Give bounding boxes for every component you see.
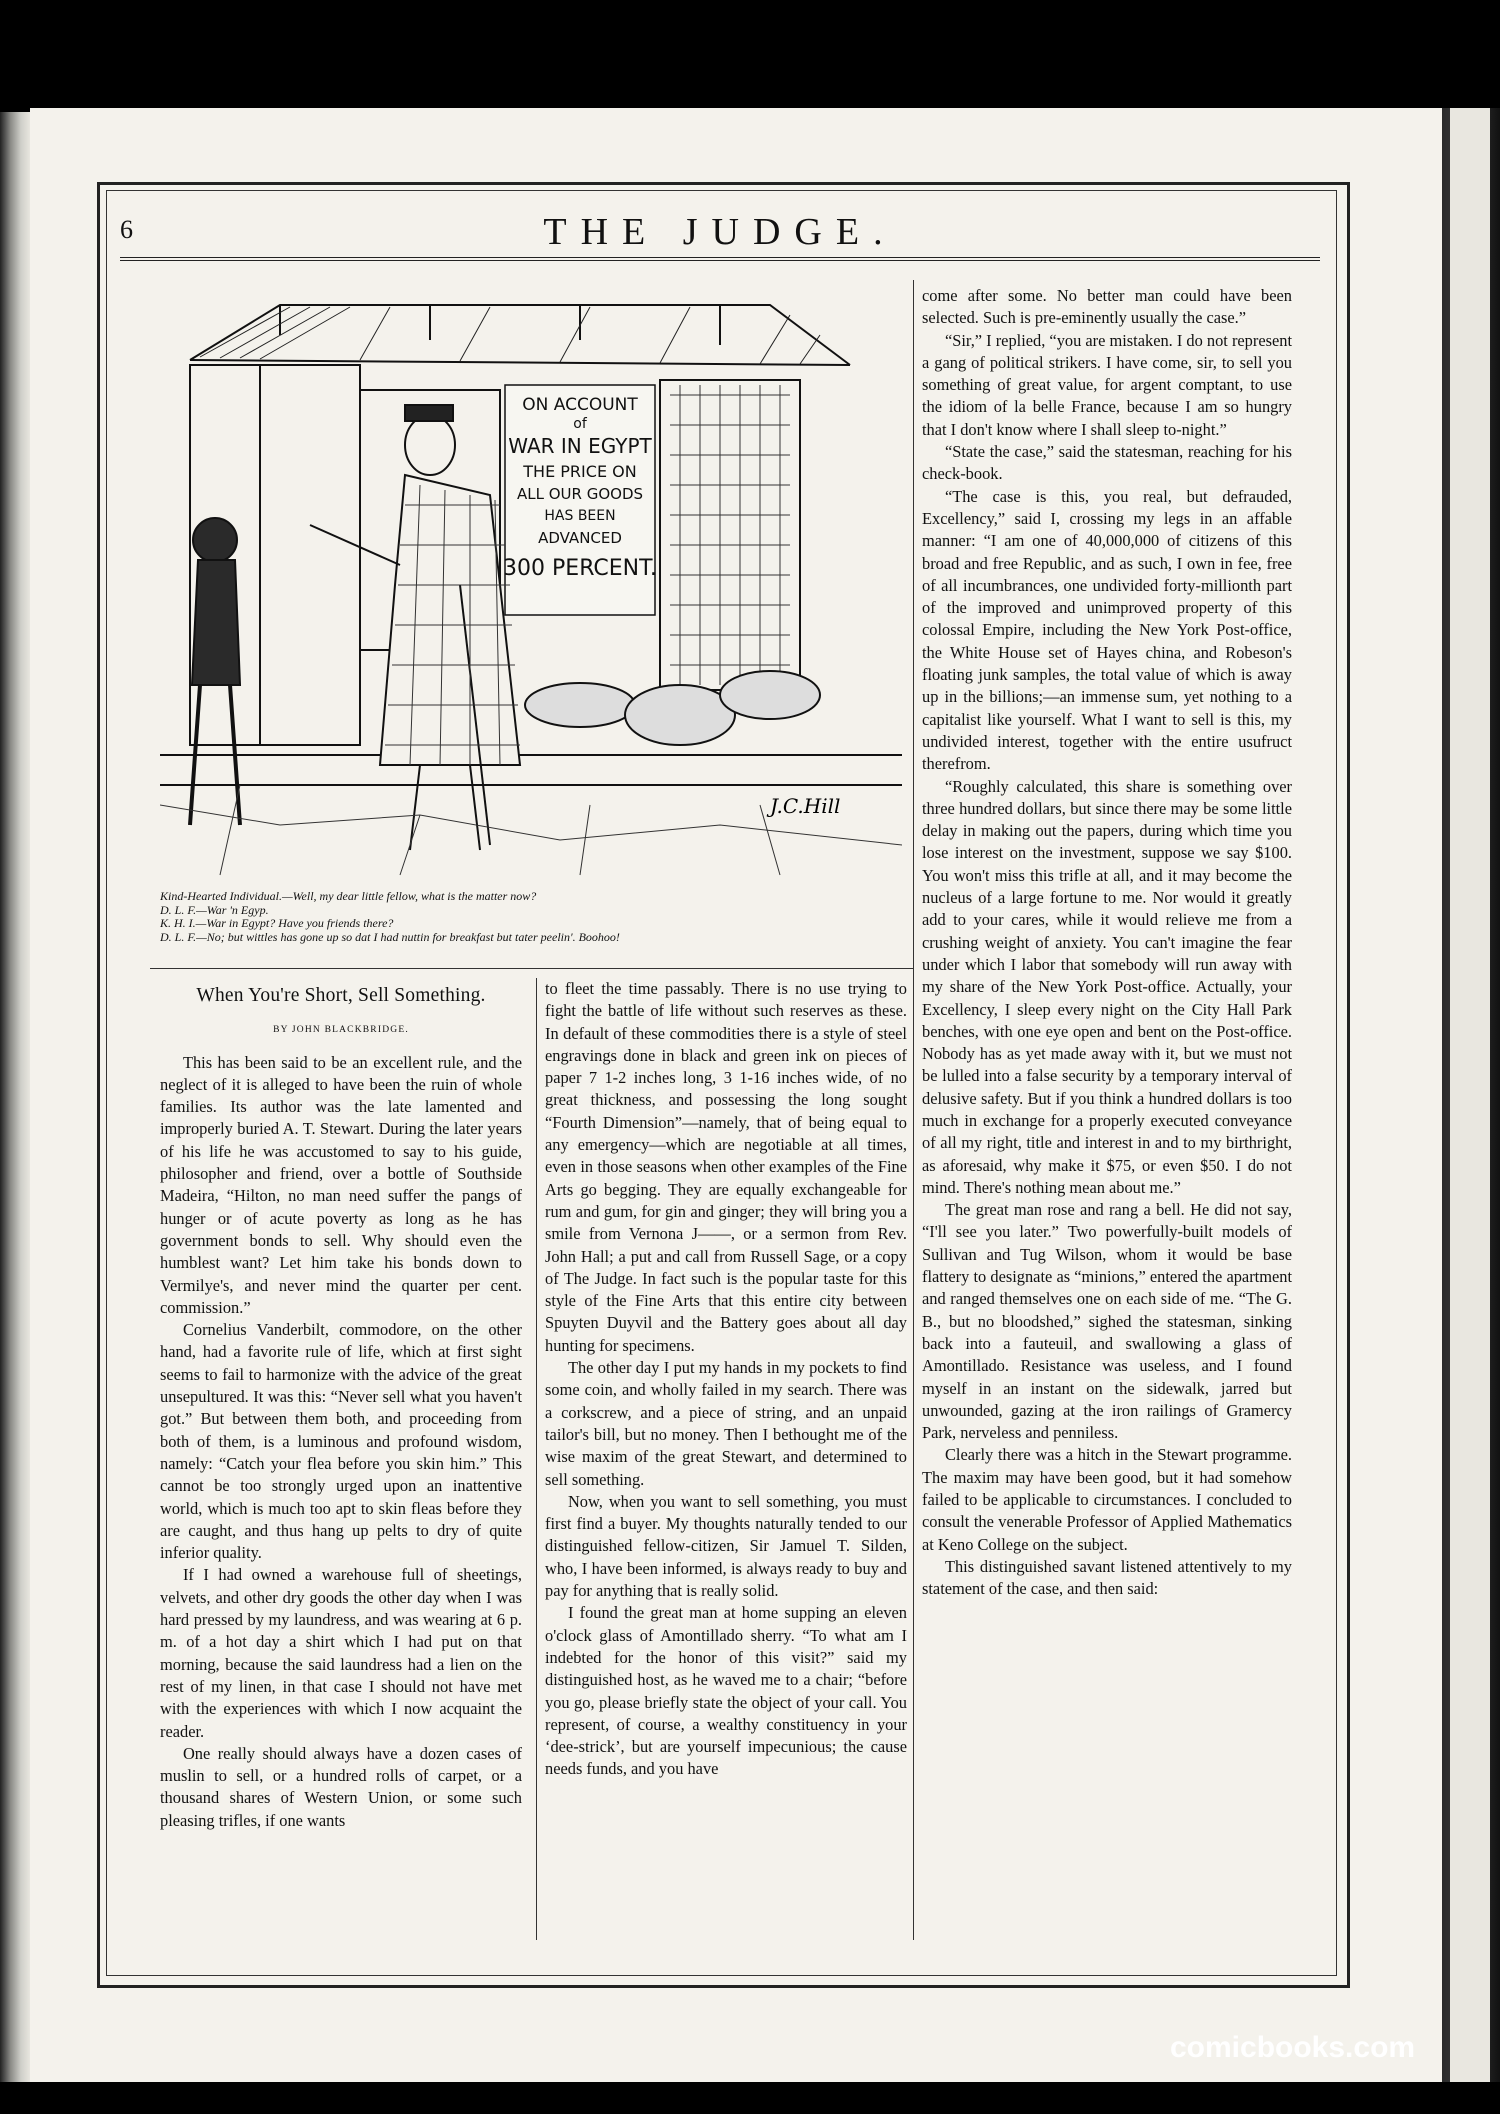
paragraph: Clearly there was a hitch in the Stewart programme. The maxim may have been good, but it had somehow failed to be applicable to circumstances. I concluded to consult the venerable Professor of Applied Mathematics at Keno College on the subject. <box>922 1445 1292 1554</box>
masthead-rule <box>120 257 1320 261</box>
sign-line: ADVANCED <box>538 529 622 547</box>
cartoon-illustration <box>160 285 902 880</box>
sign-line: ALL OUR GOODS <box>516 485 644 503</box>
sign-line: of <box>573 416 587 432</box>
article-headline: When You're Short, Sell Something. <box>196 985 486 1006</box>
article-column-1 <box>160 985 522 1935</box>
sign-line: ON ACCOUNT <box>522 395 638 415</box>
paragraph: The great man rose and rang a bell. He did not say, “I'll see you later.” Two powerfully-built models of Sullivan and Tug Wilson, whom it would be base flattery to designate as “minions,” entered the apartment and ranged themselves one on each side of me. “The G. B., but no bloodshed,” sighed the statesman, sinking back into a fauteuil, and swallowing a glass of Amontillado. Resistance was useless, and I found myself in an instant on the sidewalk, jarred but unwounded, gazing at the iron railings of Gramercy Park, nerveless and penniless. <box>922 1200 1292 1443</box>
sign-line: THE PRICE ON <box>523 462 637 481</box>
shop-awning <box>190 305 850 365</box>
article-column-3 <box>922 285 1292 1940</box>
column-rule-right <box>913 280 914 1940</box>
paragraph: to fleet the time passably. There is no use trying to fight the battle of life without such reserves as these. In default of these commodities there is a style of steel engravings done in black and green ink on pieces of paper 7 1-2 inches long, 3 1-16 inches wide, of no great thickness, and possessing the long sought “Fourth Dimension”—namely, that of being equal to any emergency—which are negotiable at all times, even in those seasons when other examples of the Fine Arts go begging. They are equally exchangeable for rum and gum, for gin and ginger; they will bring you a smile from Vernona J——, or a sermon from Rev. John Hall; a put and call from Russell Sage, or a copy of The Judge. In fact such is the popular taste for this style of the Fine Arts that this entire city between Spuyten Duyvil and the Battery goes about all day hunting for specimens. <box>545 979 907 1355</box>
caption-line: D. L. F.—No; but wittles has gone up so dat I had nuttin for breakfast but tater peelin'. Boohoo! <box>160 930 620 944</box>
article-column-2 <box>545 978 907 1938</box>
site-watermark: comicbooks.com <box>1170 2031 1416 2064</box>
paragraph: This has been said to be an excellent rule, and the neglect of it is alleged to have been the ruin of whole families. Its author was the late lamented and improperly buried A. T. Stewart. During the later years of his life he was accustomed to say to his guide, philosopher and friend, over a bottle of Southside Madeira, “Hilton, no man need suffer the pangs of hunger or of acute poverty as long as he has government bonds to sell. Why should even the humblest want? Let him take his bonds down to Vermilye's, and never mind the quarter per cent. commission.” <box>160 1052 522 1317</box>
awning-hatching <box>200 307 820 364</box>
cartoon-caption <box>160 890 902 944</box>
column-rule-middle <box>536 978 537 1940</box>
paragraph: Now, when you want to sell something, you must first find a buyer. My thoughts naturally tended to our distinguished fellow-citizen, Sir Jamuel T. Silden, who, I have been informed, is always ready to buy and pay for anything that is really solid. <box>545 1491 907 1601</box>
caption-line: K. H. I.—War in Egypt? Have you friends there? <box>160 917 394 930</box>
war-sign <box>503 385 657 615</box>
masthead-title: THE JUDGE. <box>543 211 897 253</box>
page-number: 6 <box>120 215 133 244</box>
book-spine-left <box>0 112 30 2082</box>
paragraph: One really should always have a dozen cases of muslin to sell, or a hundred rolls of carpet, or a thousand shares of Western Union, or some such pleasing trifles, if one wants <box>160 1743 522 1830</box>
paragraph: come after some. No better man could have been selected. Such is pre-eminently usually the case.” <box>922 286 1292 328</box>
caption-line: D. L. F.—War 'n Egyp. <box>160 903 269 917</box>
window-grid <box>670 385 790 685</box>
article-byline: BY JOHN BLACKBRIDGE. <box>273 1025 409 1036</box>
cartoon-bottom-rule <box>150 968 913 969</box>
paragraph: “Sir,” I replied, “you are mistaken. I do not represent a gang of political strikers. I have come, sir, to sell you something of great value, for argent comptant, to use the idiom of la belle France, because I am so hungry that I don't know where I shall sleep to-night.” <box>922 330 1293 439</box>
next-page-edge <box>1442 108 1500 2082</box>
sign-line: WAR IN EGYPT <box>508 434 652 458</box>
child-figure <box>190 518 240 825</box>
paragraph: “The case is this, you real, but defrauded, Excellency,” said I, crossing my legs in an affable manner: “I am one of 40,000,000 of citizens of this broad and free Republic, and as such, I own in fee, free of all incumbrances, one undivided forty-millionth part of the improved and unimproved property of this colossal Empire, including the New York Post-office, the White House set of Hayes china, and Robeson's floating junk samples, the total value of which is away up in the billions;—an immense sum, yet nothing to a capitalist like yourself. What I want to sell is this, my undivided interest, together with the entire usufruct therefrom. <box>922 486 1292 774</box>
artist-signature: J.C.Hill <box>770 794 841 818</box>
baskets <box>525 671 820 745</box>
caption-line: Kind-Hearted Individual.—Well, my dear little fellow, what is the matter now? <box>160 890 537 903</box>
paragraph: This distinguished savant listened attentively to my statement of the case, and then said: <box>922 1556 1292 1599</box>
paragraph: Cornelius Vanderbilt, commodore, on the other hand, had a favorite rule of life, which at first sight seems to fail to harmonize with the advice of the great unsepultured. It was this: “Never sell what you haven't got.” But between them both, and proceeding from both of them, is a luminous and profound wisdom, namely: “Catch your flea before you skin him.” This cannot be too strongly urged upon an inattentive world, which is much too apt to skin fleas before they are caught, and thus hang up pelts to dry of quite inferior quality. <box>160 1320 522 1563</box>
sign-line: 300 PERCENT. <box>503 556 657 581</box>
paragraph: “State the case,” said the statesman, reaching for his check-book. <box>922 442 1292 484</box>
paragraph: “Roughly calculated, this share is something over three hundred dollars, but since there may be some little delay in making out the papers, during which time you lose interest on the investment, suppose we say $100. You won't miss this trifle at all, and it may become the nucleus of a large fortune to me. Nor would it greatly add to your cares, while it would relieve me from a crushing weight of anxiety. You can't imagine the fear under which I labor that somebody will run away with my share of the New York Post-office. Actually, your Excellency, I sleep every night on the City Hall Park benches, with one eye open and bent on the Post-office. Nobody has as yet made away with it, but we must not be lulled into a false security by a temporary interval of delusive safety. But if you think a hundred dollars is too much in exchange for a properly executed conveyance of all my right, title and interest in and to my birthright, as aforesaid, why make it $75, or even $50. I do not mind. There's nothing mean about me.” <box>922 776 1292 1197</box>
sign-line: HAS BEEN <box>544 508 616 524</box>
paragraph: If I had owned a warehouse full of sheetings, velvets, and other dry goods the other day when I was hard pressed by my laundress, and was wearing at 6 p. m. of a hot day a shirt which I had put on that morning, because the said laundress had a lien on the rest of my linen, in that case I should not have met with the experiences with which I now acquaint the reader. <box>160 1565 522 1741</box>
paragraph: I found the great man at home supping an eleven o'clock glass of Amontillado sherry. “To what am I indebted for the honor of this visit?” said my distinguished host, as he waved me to a chair; “before you go, please briefly state the object of your call. You represent, of course, a wealthy constituency in your ‘dee-strick’, but are yourself impecunious; the cause needs funds, and you have <box>545 1603 907 1779</box>
paragraph: The other day I put my hands in my pockets to find some coin, and wholly failed in my search. There was a corkscrew, and a piece of string, and an unpaid tailor's bill, but no money. Then I bethought me of the wise maxim of the great Stewart, and determined to sell something. <box>545 1358 907 1489</box>
